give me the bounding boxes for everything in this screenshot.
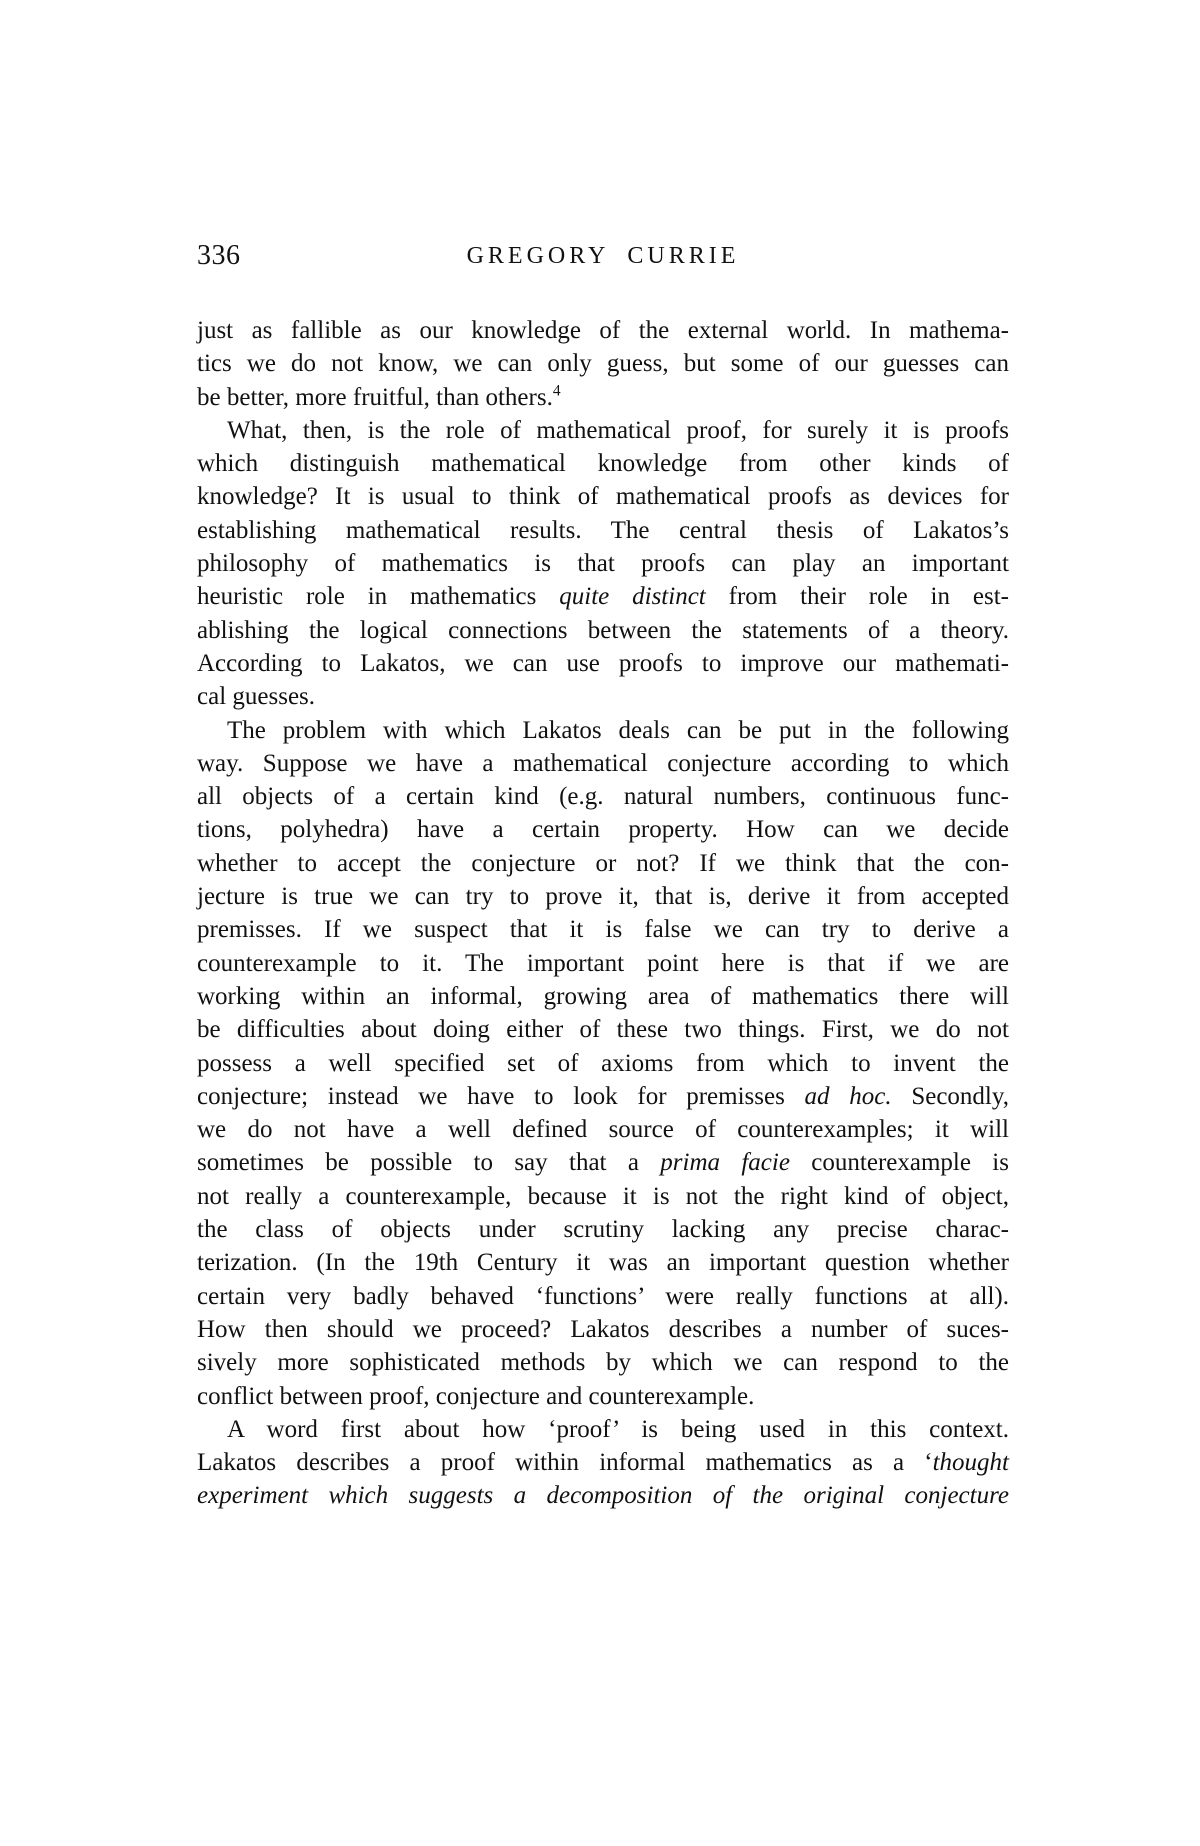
text-segment: which distinguish mathematical knowledge from other kinds of [197, 450, 1009, 478]
text-line [197, 780, 1009, 813]
text-segment: conflict between proof, conjecture and counterexample. [197, 1382, 755, 1410]
text-line [197, 1113, 1009, 1146]
text-line [197, 447, 1009, 480]
text-line [197, 381, 1009, 414]
footnote-marker: 4 [552, 382, 561, 400]
body-text [197, 314, 1009, 1513]
text-segment: be difficulties about doing either of these two things. First, we do not [197, 1016, 1009, 1044]
text-line [197, 1413, 1009, 1446]
text-line [197, 514, 1009, 547]
text-line [197, 314, 1009, 347]
text-segment: ablishing the logical connections between the statements of a theory. [197, 616, 1009, 644]
text-segment: establishing mathematical results. The central thesis of Lakatos’s [197, 516, 1009, 544]
text-line [197, 1213, 1009, 1246]
text-line [197, 1047, 1009, 1080]
text-segment: According to Lakatos, we can use proofs to improve our mathemati- [197, 649, 1009, 677]
text-segment: we do not have a well defined source of counterexamples; it will [197, 1116, 1009, 1144]
text-line [197, 647, 1009, 680]
text-line [197, 680, 1009, 713]
text-line [197, 1446, 1009, 1479]
text-segment: conjecture; instead we have to look for premisses [197, 1082, 805, 1110]
text-segment: knowledge? It is usual to think of mathematical proofs as devices for [197, 483, 1009, 511]
text-segment: sometimes be possible to say that a [197, 1149, 661, 1177]
text-segment: The problem with which Lakatos deals can be put in the following [227, 716, 1009, 744]
text-line [197, 1346, 1009, 1379]
text-line [197, 1479, 1009, 1512]
text-line [197, 747, 1009, 780]
text-segment: counterexample to it. The important point here is that if we are [197, 949, 1009, 977]
text-line [197, 580, 1009, 613]
text-segment: thought [932, 1449, 1009, 1477]
text-line [197, 614, 1009, 647]
text-segment: whether to accept the conjecture or not? If we think that the con- [197, 849, 1009, 877]
text-line [197, 813, 1009, 846]
text-segment: be better, more fruitful, than others. [197, 383, 553, 411]
text-segment: certain very badly behaved ‘functions’ were really functions at all). [197, 1282, 1009, 1310]
text-line [197, 947, 1009, 980]
text-segment: ad hoc. [804, 1082, 892, 1110]
text-segment: sively more sophisticated methods by which we can respond to the [197, 1349, 1009, 1377]
text-segment: heuristic role in mathematics [197, 583, 560, 611]
text-segment: tions, polyhedra) have a certain property. How can we decide [197, 816, 1009, 844]
text-segment: premisses. If we suspect that it is false we can try to derive a [197, 916, 1009, 944]
text-segment: terization. (In the 19th Century it was an important question whether [197, 1249, 1009, 1277]
text-segment: A word first about how ‘proof’ is being used in this context. [227, 1415, 1009, 1443]
text-segment: prima facie [660, 1149, 790, 1177]
text-line [197, 1380, 1009, 1413]
text-segment: way. Suppose we have a mathematical conjecture according to which [197, 749, 1009, 777]
text-segment: How then should we proceed? Lakatos describes a number of suces- [197, 1315, 1009, 1343]
text-line [197, 1280, 1009, 1313]
text-line [197, 1013, 1009, 1046]
text-segment: all objects of a certain kind (e.g. natural numbers, continuous func- [197, 783, 1009, 811]
page-number: 336 [197, 240, 241, 271]
text-segment: jecture is true we can try to prove it, that is, derive it from accepted [197, 883, 1009, 911]
text-segment: Lakatos describes a proof within informal mathematics as a ‘ [197, 1449, 933, 1477]
page-header [197, 240, 1009, 274]
text-line [197, 1246, 1009, 1279]
text-column [197, 240, 1009, 1513]
text-segment: just as fallible as our knowledge of the external world. In mathema- [197, 317, 1009, 344]
text-segment: working within an informal, growing area of mathematics there will [197, 982, 1009, 1010]
text-segment: counterexample is [789, 1149, 1009, 1177]
text-line [197, 980, 1009, 1013]
text-segment: the class of objects under scrutiny lacking any precise charac- [197, 1216, 1009, 1244]
text-segment: possess a well specified set of axioms from which to invent the [197, 1049, 1009, 1077]
text-line [197, 714, 1009, 747]
text-line [197, 1313, 1009, 1346]
text-line [197, 913, 1009, 946]
text-line [197, 1146, 1009, 1179]
text-segment: What, then, is the role of mathematical proof, for surely it is proofs [227, 416, 1009, 444]
text-segment: Secondly, [891, 1082, 1009, 1110]
text-line [197, 347, 1009, 380]
text-line [197, 547, 1009, 580]
text-segment: tics we do not know, we can only guess, but some of our guesses can [197, 350, 1009, 378]
text-segment: cal guesses. [197, 683, 316, 711]
text-segment: from their role in est- [705, 583, 1009, 611]
text-line [197, 847, 1009, 880]
text-line [197, 480, 1009, 513]
text-segment: philosophy of mathematics is that proofs can play an important [197, 550, 1009, 578]
text-segment: not really a counterexample, because it is not the right kind of object, [197, 1182, 1009, 1210]
text-line [197, 1180, 1009, 1213]
text-line [197, 414, 1009, 447]
text-line [197, 1080, 1009, 1113]
text-segment: experiment which suggests a decomposition of the original conjecture [197, 1482, 1009, 1510]
running-head: GREGORY CURRIE [466, 243, 740, 269]
text-segment: quite distinct [559, 583, 706, 611]
text-line [197, 880, 1009, 913]
